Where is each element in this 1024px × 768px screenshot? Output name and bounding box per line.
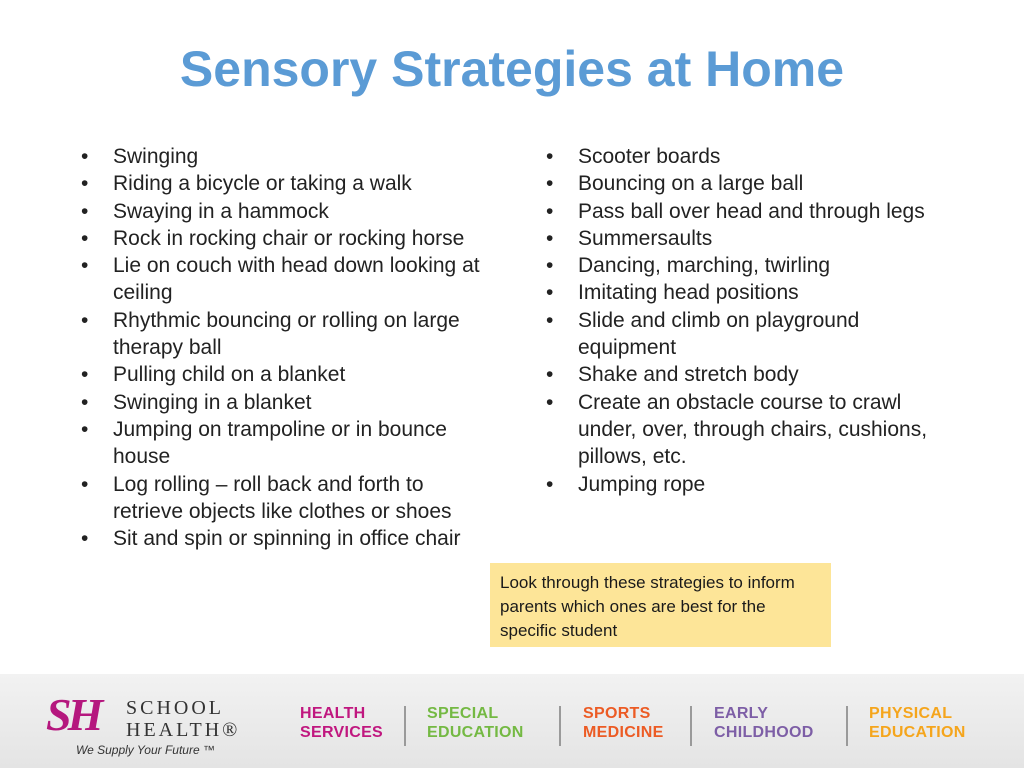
list-item (546, 307, 941, 362)
slide-title: Sensory Strategies at Home (179, 41, 845, 97)
bullet: • (546, 172, 554, 196)
bullet: • (81, 145, 89, 168)
logo-word-health: HEALTH® (126, 719, 241, 741)
list-item-text: Create an obstacle course to crawl under, over, through chairs, cushions, pillows, etc. (578, 390, 928, 469)
list-item (546, 170, 941, 197)
list-item-text: Summersaults (578, 226, 713, 250)
list-item-text: Shake and stretch body (578, 363, 799, 387)
category-early-childhood (714, 704, 814, 742)
bullet: • (81, 254, 89, 278)
list-item (546, 252, 941, 279)
category-line: PHYSICAL (869, 705, 953, 722)
list-item-text: Swaying in a hammock (113, 199, 329, 223)
list-item-text: Pass ball over head and through legs (578, 199, 925, 223)
list-item (546, 279, 941, 306)
list-item (546, 389, 941, 471)
category-line: HEALTH (300, 705, 366, 722)
category-sports-medicine (583, 704, 664, 742)
bullet: • (546, 254, 554, 278)
footer-banner (0, 674, 1024, 768)
presenter-note-box: Look through these strategies to inform parents which ones are best for the specific student (490, 563, 831, 647)
list-item-text: Lie on couch with head down looking at ceiling (113, 254, 480, 305)
category-line: SERVICES (300, 724, 384, 741)
logo-tagline: We Supply Your Future ™ (76, 743, 215, 757)
category-line: MEDICINE (583, 724, 664, 741)
list-item (81, 416, 486, 471)
category-divider (690, 706, 692, 746)
list-item (546, 471, 941, 498)
list-item (81, 252, 486, 307)
list-item (546, 225, 941, 252)
bullet: • (546, 226, 554, 250)
right-strategy-list (546, 143, 941, 498)
category-line: SPECIAL (427, 705, 499, 722)
bullet: • (81, 472, 89, 496)
bullet: • (81, 363, 89, 387)
list-item-text: Slide and climb on playground equipment (578, 308, 860, 360)
list-item (81, 361, 486, 388)
list-item (81, 143, 486, 170)
bullet: • (81, 390, 89, 414)
category-line: EDUCATION (869, 724, 966, 741)
list-item-text: Dancing, marching, twirling (578, 254, 831, 278)
list-item-text: Swinging (113, 145, 199, 168)
list-item-text: Bouncing on a large ball (578, 172, 804, 196)
list-item (81, 389, 486, 416)
list-item-text: Jumping rope (578, 472, 706, 496)
list-item-text: Scooter boards (578, 145, 721, 168)
category-divider (559, 706, 561, 746)
left-strategy-list (81, 143, 486, 552)
category-divider (846, 706, 848, 746)
list-item (81, 170, 486, 197)
list-item (81, 225, 486, 252)
school-health-logo (46, 689, 246, 760)
list-item-text: Imitating head positions (578, 281, 799, 305)
list-item (546, 198, 941, 225)
bullet: • (81, 199, 89, 223)
list-item (81, 471, 486, 526)
category-special-education (427, 704, 524, 742)
bullet: • (546, 145, 554, 168)
list-item-text: Jumping on trampoline or in bounce house (113, 417, 447, 469)
list-item (546, 143, 941, 170)
list-item-text: Riding a bicycle or taking a walk (113, 172, 412, 196)
bullet: • (81, 417, 89, 441)
list-item (81, 198, 486, 225)
list-item-text: Sit and spin or spinning in office chair (113, 527, 461, 551)
category-line: CHILDHOOD (714, 724, 814, 741)
bullet: • (81, 172, 89, 196)
list-item-text: Rhythmic bouncing or rolling on large therapy ball (113, 308, 460, 360)
list-item (81, 525, 486, 552)
bullet: • (81, 308, 89, 332)
bullet: • (546, 281, 554, 305)
category-physical-education (869, 704, 966, 742)
bullet: • (81, 527, 89, 551)
list-item (546, 361, 941, 388)
list-item (81, 307, 486, 362)
logo-word-school: SCHOOL (126, 697, 225, 719)
category-line: SPORTS (583, 705, 651, 722)
category-line: EDUCATION (427, 724, 524, 741)
sh-logo-mark: SH (46, 689, 100, 740)
bullet: • (546, 308, 554, 332)
bullet: • (546, 390, 554, 414)
category-divider (404, 706, 406, 746)
category-health-services (300, 704, 383, 742)
category-line: EARLY (714, 705, 769, 722)
bullet: • (81, 226, 89, 250)
list-item-text: Log rolling – roll back and forth to retrieve objects like clothes or shoes (113, 472, 452, 523)
bullet: • (546, 472, 554, 496)
list-item-text: Pulling child on a blanket (113, 363, 346, 387)
bullet: • (546, 363, 554, 387)
bullet: • (546, 199, 554, 223)
list-item-text: Rock in rocking chair or rocking horse (113, 226, 465, 250)
list-item-text: Swinging in a blanket (113, 390, 312, 414)
